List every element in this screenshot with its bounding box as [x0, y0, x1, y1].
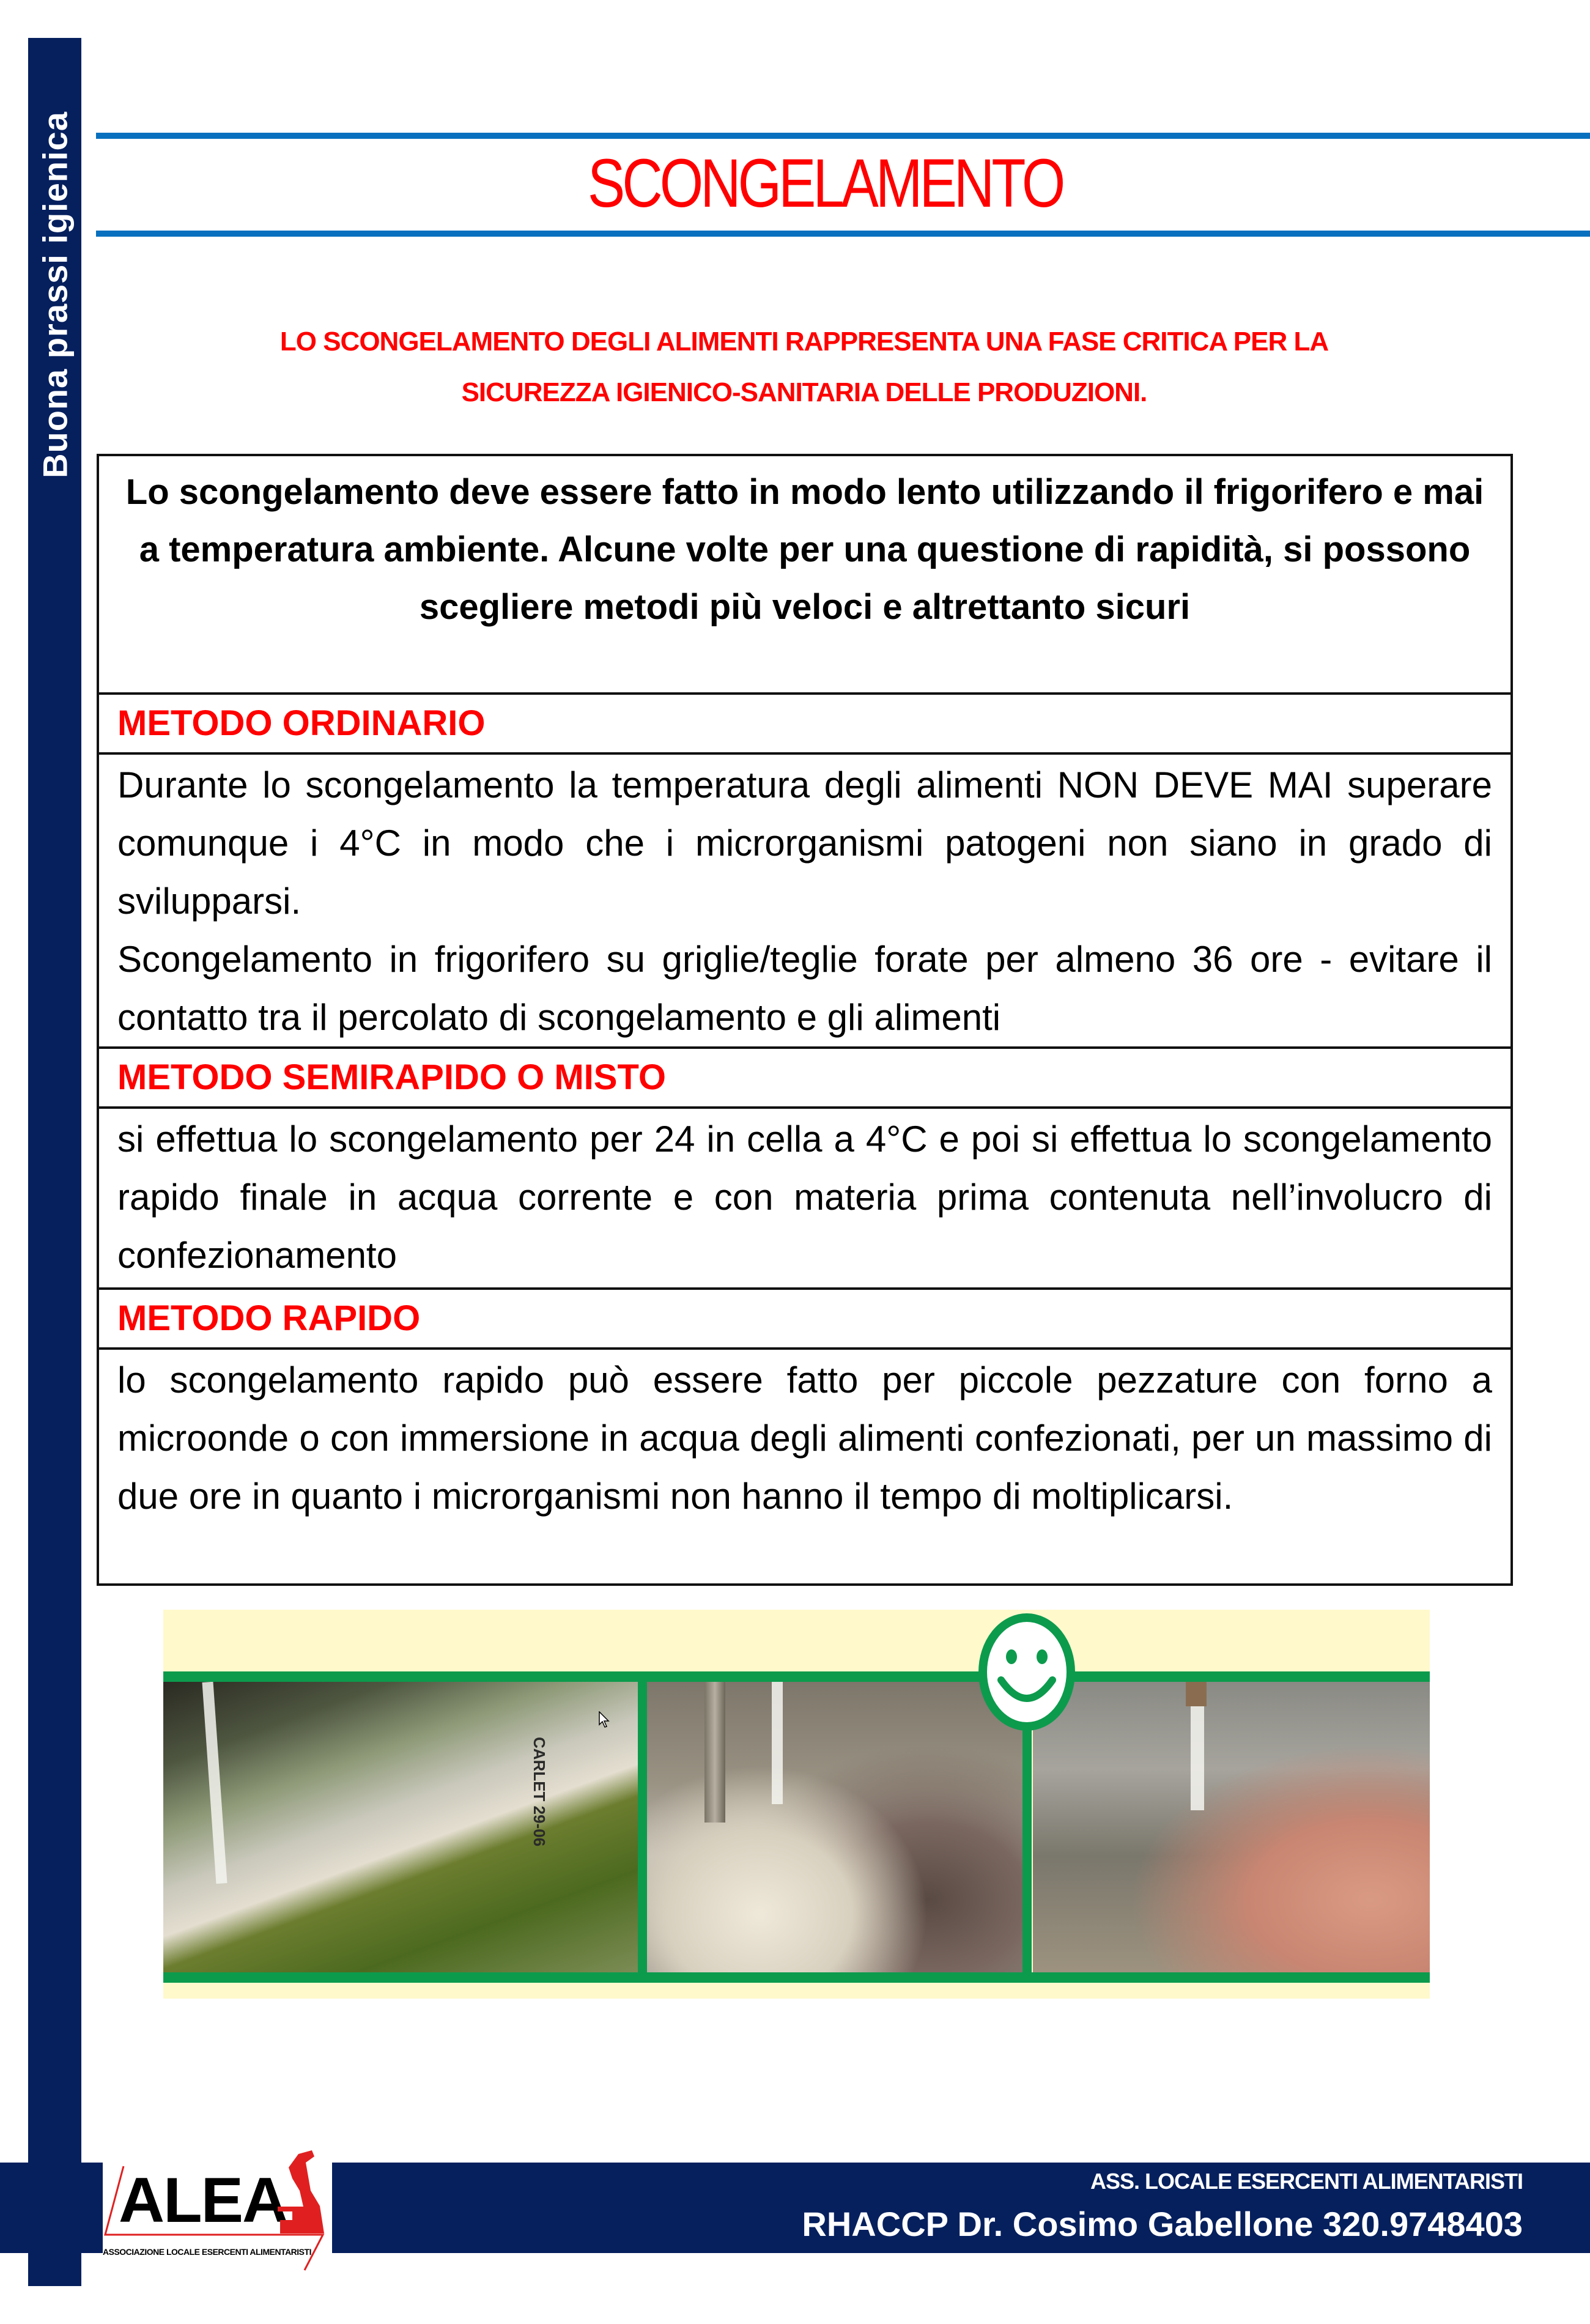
page-title: SCONGELAMENTO: [587, 145, 1063, 221]
method-paragraph: Scongelamento in frigorifero su griglie/teglie forate per almeno 36 ore - evitare il contatto tra il percolato di scongelamento e gli alimenti: [117, 939, 1492, 1038]
method-heading-row: [98, 1289, 1512, 1349]
method-paragraph: lo scongelamento rapido può essere fatto per piccole pezzature con forno a microonde o con immersione in acqua degli alimenti confezionati, per un massimo di due ore in quanto i microrganismi non hanno il tempo di moltiplicarsi.: [117, 1360, 1492, 1517]
photo-divider: [638, 1671, 647, 1983]
method-body-row: [98, 1108, 1512, 1289]
microscope-icon: [274, 2148, 329, 2240]
footer-association: ASS. LOCALE ESERCENTI ALIMENTARISTI: [1090, 2169, 1523, 2194]
title-rule-bottom: [96, 231, 1590, 237]
method-paragraph: si effettua lo scongelamento per 24 in cella a 4°C e poi si effettua lo scongelamento rapido finale in acqua corrente e con materia prima contenuta nell’involucro di confezionamento: [117, 1119, 1492, 1276]
method-heading-rapido: METODO RAPIDO: [98, 1289, 1512, 1349]
water-stream: [1191, 1706, 1204, 1810]
mouse-cursor-icon: [599, 1711, 610, 1728]
method-heading-row: [98, 1048, 1512, 1108]
intro-text: Lo scongelamento deve essere fatto in modo lento utilizzando il frigorifero e mai a temperatura ambiente. Alcune volte per una questione di rapidità, si possono scegliere metodi più veloci e altrettanto sicuri: [98, 455, 1512, 694]
green-frame-top: [163, 1671, 1430, 1682]
method-paragraph: Durante lo scongelamento la temperatura degli alimenti NON DEVE MAI superare comunque i 4°C in modo che i microrganismi patogeni non siano in grado di svilupparsi.: [117, 764, 1492, 922]
logo-word: ALEA: [119, 2165, 287, 2236]
side-banner: [28, 38, 81, 2286]
logo-subtitle: ASSOCIAZIONE LOCALE ESERCENTI ALIMENTARISTI: [103, 2247, 311, 2257]
bag-label: CARLET 29-06: [530, 1737, 549, 1847]
method-heading-row: [98, 694, 1512, 753]
intro-row: [98, 455, 1512, 694]
alea-logo: [103, 2148, 332, 2282]
photo-squid-octopus-in-sink: [646, 1682, 1022, 1972]
faucet-pipe: [704, 1682, 725, 1823]
faucet-spout: [1186, 1682, 1207, 1706]
green-frame-bottom: [163, 1972, 1430, 1983]
subtitle-line-2: SICUREZZA IGIENICO-SANITARIA DELLE PRODUZIONI.: [461, 377, 1147, 407]
footer-contact: RHACCP Dr. Cosimo Gabellone 320.9748403: [802, 2205, 1523, 2243]
method-body-semirapido: [98, 1108, 1512, 1289]
photo-hand-in-running-water: [1033, 1682, 1430, 1972]
water-stream: [202, 1682, 227, 1884]
side-banner-label: Buona prassi igienica: [35, 111, 74, 478]
method-body-row: [98, 753, 1512, 1048]
smiley-face-icon: [978, 1613, 1076, 1732]
subtitle-line-1: LO SCONGELAMENTO DEGLI ALIMENTI RAPPRESENTA UNA FASE CRITICA PER LA: [279, 327, 1329, 357]
method-heading-ordinario: METODO ORDINARIO: [98, 694, 1512, 753]
thawing-photo-strip: [163, 1610, 1430, 1999]
photo-bags-in-water: [163, 1682, 638, 1972]
method-heading-semirapido: METODO SEMIRAPIDO O MISTO: [98, 1048, 1512, 1108]
method-body-row: [98, 1349, 1512, 1585]
method-body-ordinario: [98, 753, 1512, 1048]
methods-table: [97, 454, 1513, 1586]
title-rule-top: [96, 133, 1590, 139]
water-stream: [772, 1682, 783, 1804]
method-body-rapido: [98, 1349, 1512, 1585]
